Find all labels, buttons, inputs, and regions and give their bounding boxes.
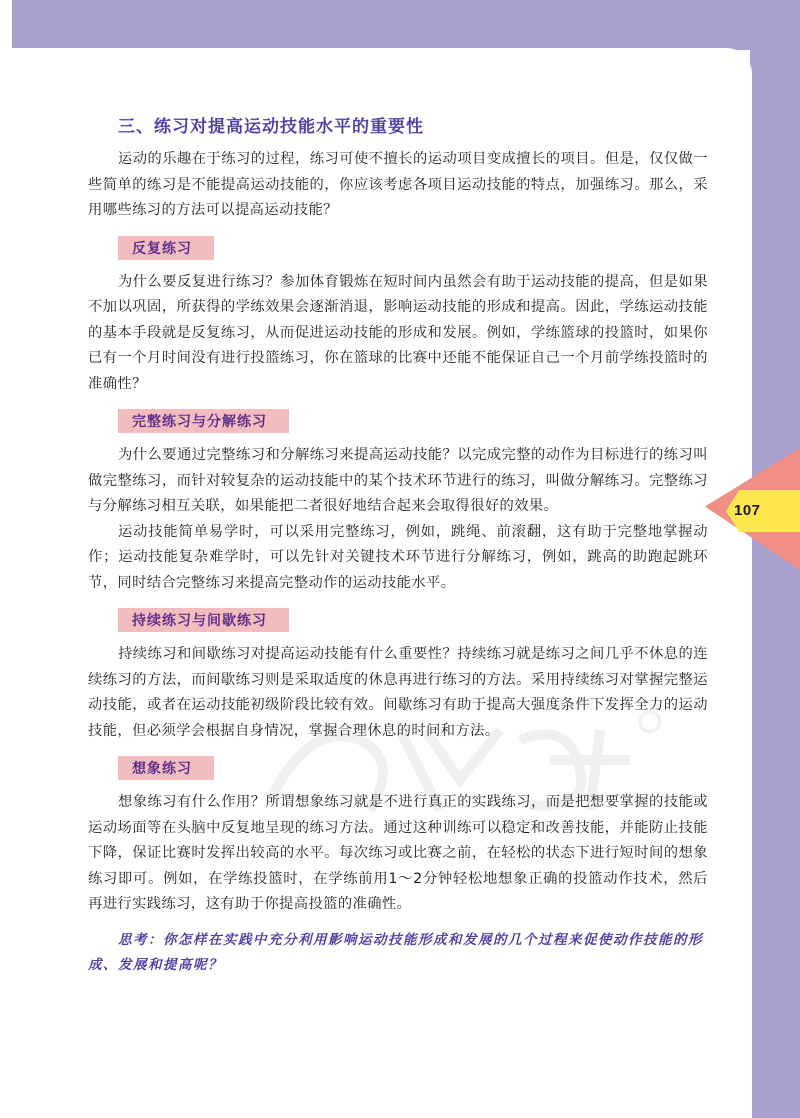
paragraph: 想象练习有什么作用？所谓想象练习就是不进行真正的实践练习，而是把想要掌握的技能或运动场面等在头脑中反复地呈现的练习方法。通过这种训练可以稳定和改善技能，并能防止技能下降，保证比赛时发挥出较高的水平。每次练习或比赛之前，在轻松的状态下进行短时间的想象练习即可。例如，在学练投篮时，在学练前用1～2分钟轻松地想象正确的投篮动作技术，然后再进行实践练习，这有助于你提高投篮的准确性。 (88, 794, 708, 912)
page-content (88, 112, 708, 978)
paragraph: 持续练习和间歇练习对提高运动技能有什么重要性？持续练习就是练习之间几乎不休息的连续练习的方法，而间歇练习则是采取适度的休息再进行练习的方法。采用持续练习对掌握完整运动技能，或者在运动技能初级阶段比较有效。间歇练习有助于提高大强度条件下发挥全力的运动技能，但必须学会根据自身情况，掌握合理休息的时间和方法。 (88, 646, 708, 739)
top-decorative-band (12, 0, 800, 50)
subheading-imagery-practice: 想象练习 (118, 756, 214, 780)
subheading-whole-part-practice: 完整练习与分解练习 (118, 409, 289, 433)
paragraph: 运动技能简单易学时，可以采用完整练习，例如，跳绳、前滚翻，这有助于完整地掌握动作；运动技能复杂难学时，可以先针对关键技术环节进行分解练习，例如，跳高的助跑起跳环节，同时结合完整练习来提高完整动作的运动技能水平。 (88, 523, 708, 591)
think-question: 思考：你怎样在实践中充分利用影响运动技能形成和发展的几个过程来促使动作技能的形成、发展和提高呢？ (88, 931, 703, 973)
paragraph: 为什么要反复进行练习？参加体育锻炼在短时间内虽然会有助于运动技能的提高，但是如果不加以巩固，所获得的学练效果会逐渐消退，影响运动技能的形成和提高。因此，学练运动技能的基本手段就是反复练习，从而促进运动技能的形成和发展。例如，学练篮球的投篮时，如果你已有一个月时间没有进行投篮练习，你在篮球的比赛中还能不能保证自己一个月前学练投篮时的准确性？ (88, 273, 708, 392)
section-title: 三、练习对提高运动技能水平的重要性 (118, 117, 424, 137)
paragraph: 为什么要通过完整练习和分解练习来提高运动技能？以完成完整的动作为目标进行的练习叫做完整练习，而针对较复杂的运动技能中的某个技术环节进行的练习，叫做分解练习。完整练习与分解练习相互关联，如果能把二者很好地结合起来会取得很好的效果。 (88, 447, 708, 514)
subheading-continuous-interval-practice: 持续练习与间歇练习 (118, 608, 289, 632)
subheading-repeat-practice: 反复练习 (118, 236, 214, 260)
page-number: 107 (734, 502, 761, 519)
intro-paragraph: 运动的乐趣在于练习的过程，练习可使不擅长的运动项目变成擅长的项目。但是，仅仅做一些简单的练习是不能提高运动技能的，你应该考虑各项目运动技能的特点，加强练习。那么，采用哪些练习的方法可以提高运动技能？ (88, 151, 708, 218)
